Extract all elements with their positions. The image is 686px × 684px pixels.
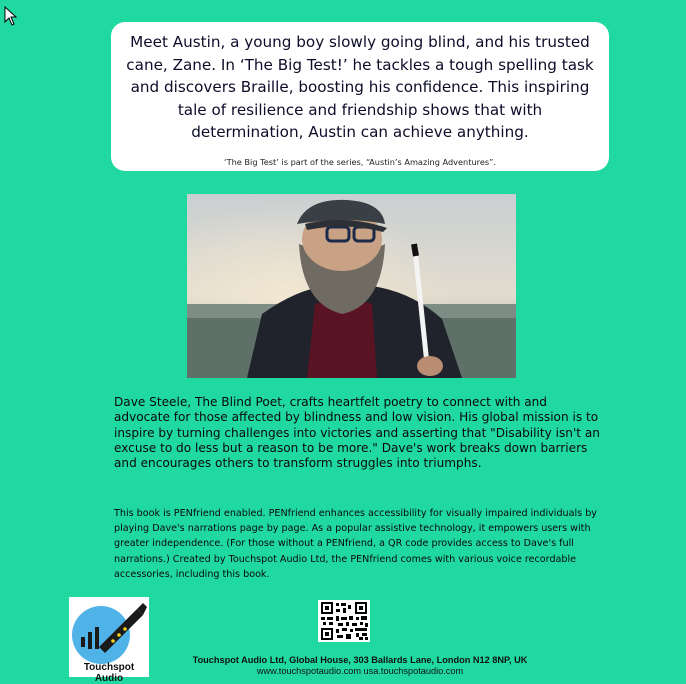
book-blurb-card xyxy=(111,22,609,171)
author-photo xyxy=(187,194,516,378)
touchspot-pen-logo-icon xyxy=(69,597,149,665)
company-websites[interactable]: www.touchspotaudio.com usa.touchspotaudio.com xyxy=(256,666,464,676)
blurb-text: Meet Austin, a young boy slowly going blind, and his trusted cane, Zane. In ‘The Big Test!’ he tackles a tough spelling task and discovers Braille, boosting his confidence. This inspiring tale of resilience and friendship shows that with determination, Austin can achieve anything. xyxy=(126,33,594,142)
company-address-block xyxy=(160,655,560,677)
arrow-cursor-icon xyxy=(4,6,18,26)
logo-label: Touchspot Audio xyxy=(83,662,135,684)
company-address: Touchspot Audio Ltd, Global House, 303 Ballards Lane, London N12 8NP, UK xyxy=(192,655,528,665)
qr-code[interactable] xyxy=(318,600,370,642)
touchspot-logo xyxy=(69,597,149,684)
series-note: ‘The Big Test’ is part of the series, “Austin’s Amazing Adventures”. xyxy=(224,156,496,167)
penfriend-description: This book is PENfriend enabled. PENfriend enhances accessibility for visually impaired individuals by playing Dave's narrations page by page. As a popular assistive technology, it empowers users with greater independence. (For those without a PENfriend, a QR code provides access to Dave's full narrations.) Created by Touchspot Audio Ltd, the PENfriend comes with various voice recordable accessories, including this book. xyxy=(114,508,597,580)
author-bio: Dave Steele, The Blind Poet, crafts heartfelt poetry to connect with and advocate for those affected by blindness and low vision. His global mission is to inspire by turning challenges into victories and asserting that "Disability isn't an excuse to do less but a reason to be more." Dave's work breaks down barriers and encourages others to transform struggles into triumphs. xyxy=(114,395,600,471)
